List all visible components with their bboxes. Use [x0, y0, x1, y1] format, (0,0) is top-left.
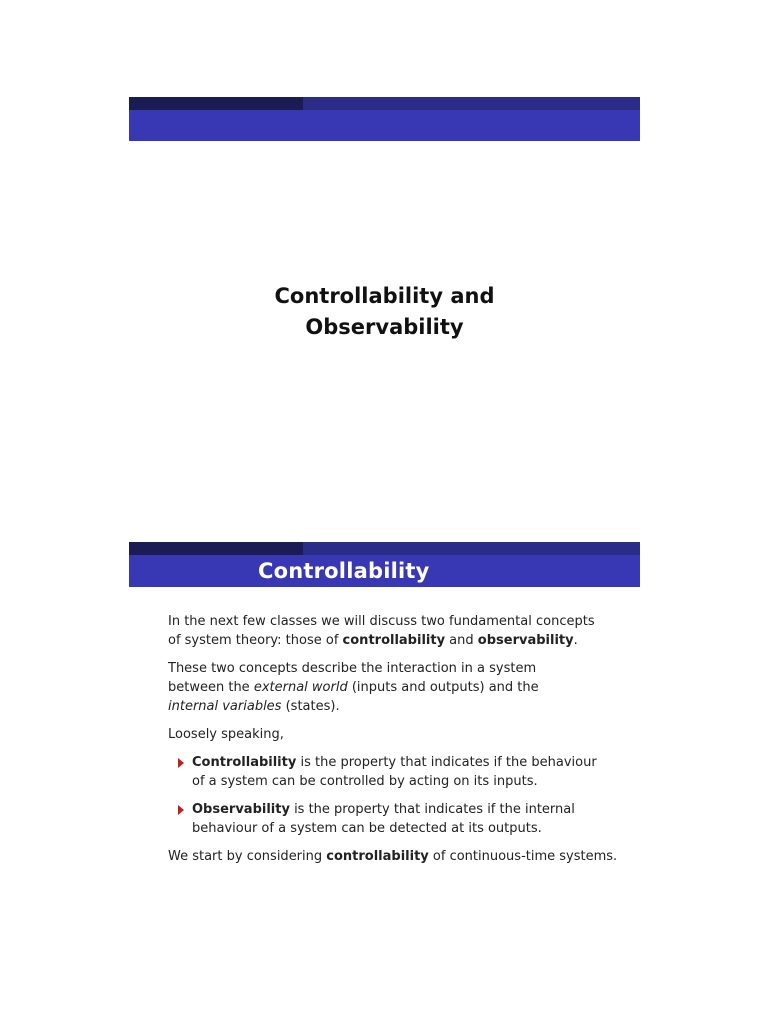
paragraph-line [168, 847, 618, 866]
paragraph-start [168, 847, 618, 866]
slide1-title [129, 281, 640, 343]
slide1-banner [129, 97, 640, 141]
text-run: is the property that indicates if the behaviour [296, 755, 597, 770]
text-run: . [573, 633, 578, 648]
banner-top-strip-dark [129, 97, 303, 110]
bullet-item-observability [168, 800, 608, 838]
text-run: is the property that indicates if the internal [289, 802, 575, 817]
term-controllability: controllability [326, 849, 429, 864]
slide2-banner [129, 542, 640, 587]
paragraph-line: In the next few classes we will discuss two fundamental concepts [168, 614, 595, 629]
text-run: (inputs and outputs) and the [347, 680, 539, 695]
banner-top-strip-dark [129, 542, 303, 555]
bullet-line [192, 753, 608, 772]
bullet-term: Observability [192, 802, 290, 817]
term-internal-variables: internal variables [168, 699, 282, 714]
term-observability: observability [477, 633, 574, 648]
text-run: We start by considering [168, 849, 327, 864]
text-run: of continuous-time systems. [428, 849, 618, 864]
text-run: between the [168, 680, 254, 695]
slide1-title-line1: Controllability and [274, 284, 495, 308]
bullet-list [168, 753, 608, 838]
term-controllability: controllability [342, 633, 446, 648]
paragraph-line: These two concepts describe the interaction in a system [168, 661, 537, 676]
bullet-term: Controllability [192, 755, 297, 770]
bullet-line: of a system can be controlled by acting on its inputs. [192, 774, 538, 789]
paragraph-line [168, 697, 608, 716]
paragraph-intro [168, 612, 608, 650]
term-external-world: external world [253, 680, 348, 695]
triangle-bullet-icon [178, 758, 184, 768]
bullet-line: behaviour of a system can be detected at its outputs. [192, 821, 542, 836]
slide2-title: Controllability [258, 559, 430, 583]
banner-band [129, 110, 640, 141]
slide1-title-line2: Observability [305, 315, 464, 339]
bullet-line [192, 800, 608, 819]
text-run: and [445, 633, 478, 648]
paragraph-concepts [168, 659, 608, 716]
text-run: (states). [281, 699, 340, 714]
slide2-content [168, 612, 618, 875]
bullet-item-controllability [168, 753, 608, 791]
paragraph-line [168, 678, 608, 697]
paragraph-loosely: Loosely speaking, [168, 727, 284, 742]
paragraph-line [168, 631, 608, 650]
text-run: of system theory: those of [168, 633, 343, 648]
triangle-bullet-icon [178, 805, 184, 815]
